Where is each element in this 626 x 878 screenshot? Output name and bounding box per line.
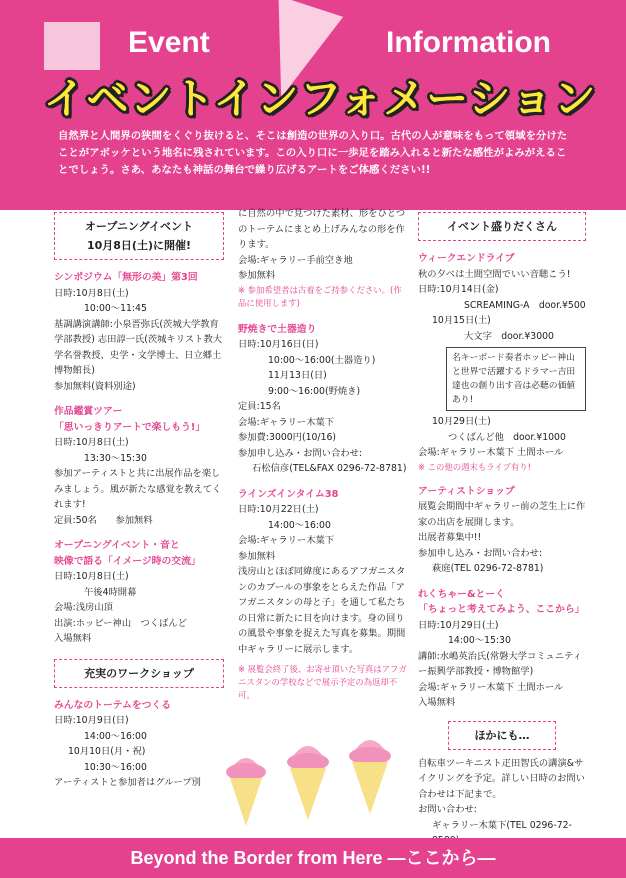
yaki-capacity: 定員:15名 bbox=[238, 401, 281, 412]
opening2-fee: 入場無料 bbox=[54, 633, 92, 644]
totem-title: みんなのトーテムをつくる bbox=[54, 699, 172, 711]
opening2-venue: 会場:浅房山頂 bbox=[54, 602, 113, 613]
tour-desc: 参加アーティストと共に出展作品を楽しみましょう。風が新たな感覚を教えてくれます! bbox=[54, 468, 222, 510]
yaki-venue: 会場:ギャラリー木葉下 bbox=[238, 416, 335, 428]
header-band bbox=[0, 0, 626, 210]
other-contact: お問い合わせ: bbox=[418, 804, 477, 815]
decor-square bbox=[44, 22, 100, 70]
talk-time: 14:00〜15:30 bbox=[448, 635, 511, 646]
lines-time: 14:00〜16:00 bbox=[268, 519, 331, 531]
talk-speaker: 講師:水嶋英治氏(常磐大学コミュニティー振興学部教授・博物館学) bbox=[418, 650, 582, 677]
shop-recruit: 出展者募集中!! bbox=[418, 532, 482, 543]
talk-title: れくちゃー&とーく bbox=[418, 588, 505, 600]
events-box: イベント盛りだくさん bbox=[418, 212, 586, 241]
column-left bbox=[54, 206, 224, 791]
totem-time1: 14:00〜16:00 bbox=[84, 730, 147, 742]
totem-note: ※ 参加希望者は古着をご持参ください。(作品に使用します) bbox=[238, 284, 402, 308]
symposium-title: シンポジウム「無形の美」第3回 bbox=[54, 272, 198, 283]
other-desc: 自転車ツーキニスト疋田智氏の講演&サイクリングを予定。詳しい日時のお問い合わせは下記まで。 bbox=[418, 757, 585, 800]
shop-tel: 萩庭(TEL 0296-72-8781) bbox=[432, 563, 544, 574]
opening2-cast: 出演:ホッピー神山 つくばんど bbox=[54, 617, 187, 629]
talk-date: 日時:10月29日(土) bbox=[418, 619, 499, 631]
opening-box bbox=[54, 212, 224, 260]
title-en-left: Event bbox=[128, 26, 210, 59]
title-jp: イベントインフォメーション bbox=[43, 74, 597, 123]
opening2-time: 午後4時開幕 bbox=[84, 586, 137, 598]
ice-cream-cone-3 bbox=[349, 740, 391, 814]
symposium-fee: 参加無料(資料別途) bbox=[54, 380, 136, 392]
tour-subtitle: 「思いっきりアートで楽しもう!」 bbox=[54, 421, 206, 433]
yaki-contact: 参加申し込み・お問い合わせ: bbox=[238, 447, 362, 459]
workshop-box: 充実のワークショップ bbox=[54, 659, 224, 688]
ice-cream-cone-2 bbox=[287, 746, 329, 820]
weekend-date1: 日時:10月14日(金) bbox=[418, 284, 499, 295]
weekend-title: ウィークエンドライブ bbox=[418, 253, 515, 264]
weekend-perf1: SCREAMING-A door.¥500 bbox=[464, 299, 586, 311]
tour-time: 13:30〜15:30 bbox=[84, 452, 147, 464]
title-en-right: Information bbox=[386, 26, 551, 59]
yaki-tel: 石松信彦(TEL&FAX 0296-72-8781) bbox=[252, 463, 407, 474]
footer-band bbox=[0, 838, 626, 878]
totem-fee: 参加無料 bbox=[238, 270, 276, 281]
yaki-time1: 10:00〜16:00(土器造り) bbox=[268, 354, 376, 366]
weekend-date3: 10月29日(土) bbox=[432, 416, 491, 427]
shop-title: アーティストショップ bbox=[418, 485, 515, 497]
yaki-date1: 日時:10月16日(日) bbox=[238, 339, 319, 350]
shop-desc: 展覧会期間中ギャラリー前の芝生上に作家の出店を展開します。 bbox=[418, 501, 586, 528]
other-box: ほかにも… bbox=[448, 721, 556, 750]
yaki-fee: 参加費:3000円(10/16) bbox=[238, 432, 337, 443]
column-middle bbox=[238, 206, 410, 702]
column-right bbox=[418, 206, 586, 849]
talk-venue: 会場:ギャラリー木葉下 土間ホール bbox=[418, 681, 564, 693]
yaki-time2: 9:00〜16:00(野焼き) bbox=[268, 385, 361, 397]
weekend-highlight: 名キーボード奏者ホッピー神山と世界で活躍するドラマー吉田達也の創り出す音は必聴の価値あり! bbox=[446, 347, 586, 411]
ice-cream-cone-1 bbox=[226, 758, 266, 826]
symposium-speakers: 基調講演講師:小泉晋弥氏(茨城大学教育学部教授) 志田諄一氏(茨城キリスト教大学名誉教授、史学・文学博士、日立郷土博物館長) bbox=[54, 318, 223, 376]
opening-title: オープニングイベント bbox=[84, 220, 194, 233]
lines-venue: 会場:ギャラリー木葉下 bbox=[238, 535, 335, 546]
lines-title: ラインズインタイム38 bbox=[238, 488, 339, 500]
weekend-venue: 会場:ギャラリー木葉下 土間ホール bbox=[418, 447, 564, 458]
tour-title: 作品鑑賞ツアー bbox=[54, 406, 123, 417]
lines-date: 日時:10月22日(土) bbox=[238, 504, 319, 515]
footer-text: Beyond the Border from Here ―ここから― bbox=[130, 848, 496, 868]
lines-desc: 浅房山とほぼ同緯度にあるアフガニスタンのカブールの事象をとらえた作品「アフガニスタンの母と子」を通して私たちの日常に新たに目を向けます。身の回りの風景や事象を捉えた写真を募集。期間中ギャラリーに展示します。 bbox=[238, 566, 406, 655]
yaki-title: 野焼きで土器造り bbox=[238, 323, 317, 335]
ice-cream-illustration bbox=[218, 722, 408, 834]
symposium-date: 日時:10月8日(土) bbox=[54, 287, 129, 299]
lines-fee: 参加無料 bbox=[238, 550, 276, 562]
totem-date1: 日時:10月9日(日) bbox=[54, 715, 129, 726]
opening-date: 10月8日(土)に開催! bbox=[86, 239, 192, 252]
weekend-date2: 10月15日(土) bbox=[432, 315, 491, 326]
opening2-title: オープニングイベント・音と bbox=[54, 540, 180, 551]
shop-contact: 参加申し込み・お問い合わせ: bbox=[418, 547, 542, 559]
tour-capacity: 定員:50名 参加無料 bbox=[54, 514, 153, 526]
totem-time2: 10:30〜16:00 bbox=[84, 761, 147, 773]
opening2-subtitle: 映像で語る「イメージ時の交流」 bbox=[54, 555, 201, 567]
totem-desc: アーティストと参加者はグループ別 bbox=[54, 777, 201, 788]
weekend-perf2: 大文字 door.¥3000 bbox=[464, 330, 554, 342]
talk-subtitle: 「ちょっと考えてみよう、ここから」 bbox=[418, 604, 585, 615]
yaki-date2: 11月13日(日) bbox=[268, 370, 327, 381]
other-tel: ギャラリー木葉下(TEL 0296-72- bbox=[432, 819, 572, 831]
totem-desc-cont: に自然の中で見つけた素材、形をひとつのトーテムにまとめ上げみんなの形を作ります。 bbox=[238, 208, 406, 250]
weekend-perf3: つくばんど他 door.¥1000 bbox=[448, 431, 566, 443]
opening2-date: 日時:10月8日(土) bbox=[54, 571, 129, 582]
tour-date: 日時:10月8日(土) bbox=[54, 437, 129, 448]
symposium-time: 10:00〜11:45 bbox=[84, 303, 147, 314]
totem-venue: 会場:ギャラリー手前空き地 bbox=[238, 254, 353, 266]
intro-text: 自然界と人間界の狭間をくぐり抜けると、そこは創造の世界の入り口。古代の人が意味をもって領域を分けたことがアボッケという地名に残されています。この入り口に一歩足を踏み入れると新たな感性がよみがえることでしょう。さあ、あなたも神話の舞台で繰り広げるアートをご体感ください!! bbox=[58, 130, 568, 176]
lines-note: ※ 展覧会終了後、お寄せ頂いた写真はアフガニスタンの学校などで展示予定の為返却不可。 bbox=[238, 664, 407, 700]
weekend-note: ※ この他の週末もライブ有り! bbox=[418, 461, 532, 472]
totem-date2: 10月10日(月・祝) bbox=[68, 746, 146, 757]
weekend-lead: 秋の夕べは土間空間でいい音聴こう! bbox=[418, 268, 571, 280]
talk-fee: 入場無料 bbox=[418, 697, 456, 708]
